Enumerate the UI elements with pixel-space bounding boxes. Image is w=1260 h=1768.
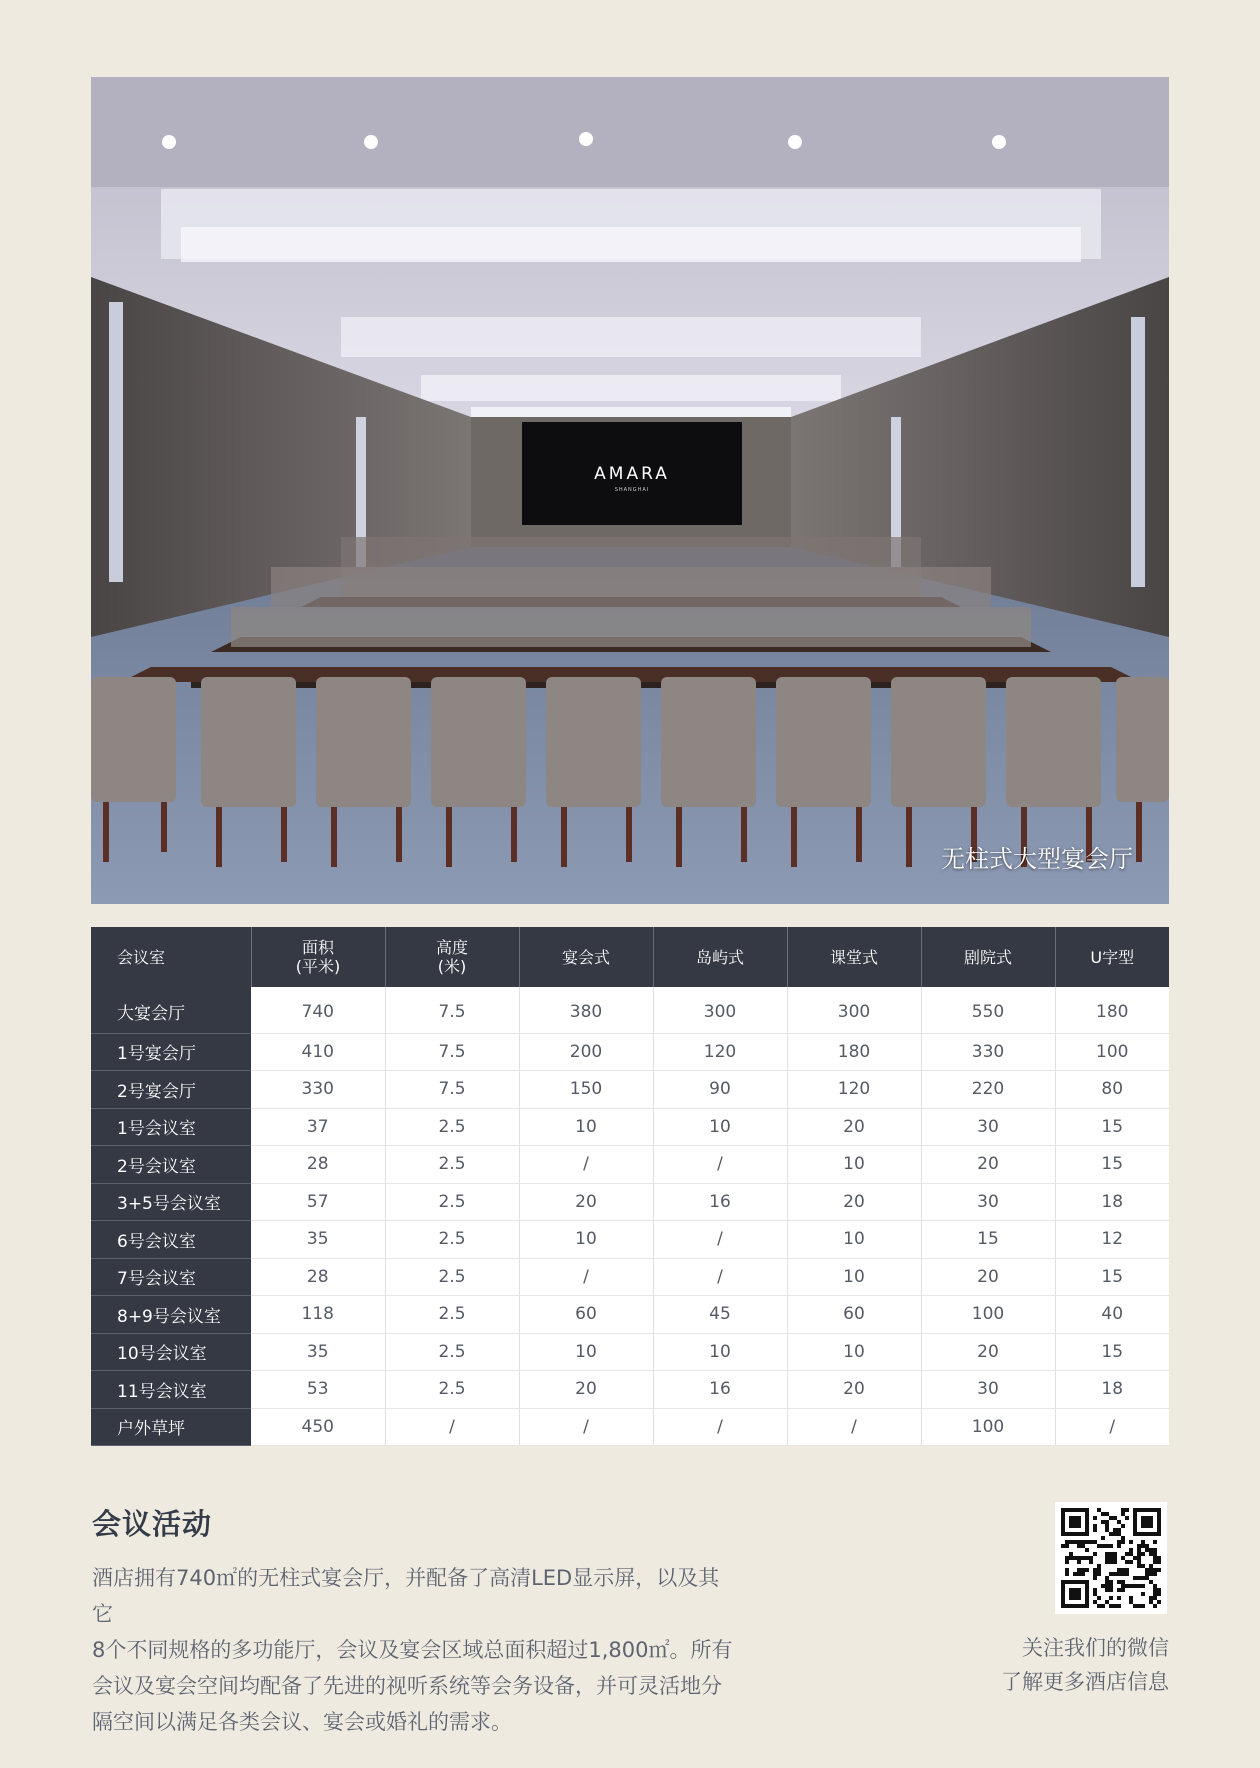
cell-banquet: 150 — [519, 1071, 653, 1109]
cell-height: 2.5 — [385, 1183, 519, 1221]
cell-u-shape: / — [1055, 1408, 1169, 1446]
cell-room: 6号会议室 — [91, 1221, 251, 1259]
cell-room: 10号会议室 — [91, 1333, 251, 1371]
column-header-island: 岛屿式 — [653, 927, 787, 987]
column-header-room: 会议室 — [91, 927, 251, 987]
cell-u-shape: 18 — [1055, 1371, 1169, 1409]
cell-area: 740 — [251, 987, 385, 1033]
cell-u-shape: 80 — [1055, 1071, 1169, 1109]
cell-island: 10 — [653, 1333, 787, 1371]
table-row — [91, 1258, 1169, 1296]
qr-code-icon — [1061, 1508, 1161, 1608]
section-paragraph — [92, 1560, 738, 1740]
cell-u-shape: 40 — [1055, 1296, 1169, 1334]
column-header-theater: 剧院式 — [921, 927, 1055, 987]
column-header-height: 高度 (米) — [385, 927, 519, 987]
cell-u-shape: 12 — [1055, 1221, 1169, 1259]
cell-theater: 100 — [921, 1408, 1055, 1446]
cell-classroom: 10 — [787, 1221, 921, 1259]
table-row — [91, 1033, 1169, 1071]
cell-room: 2号宴会厅 — [91, 1071, 251, 1109]
cell-room: 2号会议室 — [91, 1146, 251, 1184]
ballroom-photo — [91, 77, 1169, 904]
cell-room: 户外草坪 — [91, 1408, 251, 1446]
table-row — [91, 1296, 1169, 1334]
cell-room: 8+9号会议室 — [91, 1296, 251, 1334]
cell-banquet: 200 — [519, 1033, 653, 1071]
cell-height: 2.5 — [385, 1296, 519, 1334]
cell-banquet: 60 — [519, 1296, 653, 1334]
cell-island: / — [653, 1221, 787, 1259]
qr-caption-line2: 了解更多酒店信息 — [1001, 1670, 1169, 1694]
cell-area: 35 — [251, 1221, 385, 1259]
cell-classroom: / — [787, 1408, 921, 1446]
cell-island: 16 — [653, 1371, 787, 1409]
table-row — [91, 1371, 1169, 1409]
table-row — [91, 1221, 1169, 1259]
table-row — [91, 1108, 1169, 1146]
cell-area: 57 — [251, 1183, 385, 1221]
cell-room: 11号会议室 — [91, 1371, 251, 1409]
cell-room: 3+5号会议室 — [91, 1183, 251, 1221]
column-header-banquet: 宴会式 — [519, 927, 653, 987]
cell-height: 7.5 — [385, 987, 519, 1033]
cell-island: / — [653, 1146, 787, 1184]
table-row — [91, 1408, 1169, 1446]
cell-banquet: 10 — [519, 1221, 653, 1259]
cell-island: / — [653, 1408, 787, 1446]
cell-theater: 30 — [921, 1371, 1055, 1409]
table-row — [91, 1333, 1169, 1371]
cell-area: 35 — [251, 1333, 385, 1371]
cell-room: 1号会议室 — [91, 1108, 251, 1146]
cell-banquet: 20 — [519, 1183, 653, 1221]
cell-theater: 20 — [921, 1333, 1055, 1371]
ballroom-illustration — [91, 77, 1169, 904]
qr-caption-line1: 关注我们的微信 — [1022, 1636, 1169, 1660]
cell-island: 45 — [653, 1296, 787, 1334]
cell-height: 2.5 — [385, 1371, 519, 1409]
cell-height: 2.5 — [385, 1221, 519, 1259]
cell-classroom: 180 — [787, 1033, 921, 1071]
room-capacity-table — [91, 927, 1169, 1446]
cell-classroom: 10 — [787, 1333, 921, 1371]
wechat-qr-code[interactable] — [1055, 1502, 1167, 1614]
cell-banquet: 20 — [519, 1371, 653, 1409]
cell-area: 118 — [251, 1296, 385, 1334]
cell-theater: 220 — [921, 1071, 1055, 1109]
photo-caption: 无柱式大型宴会厅 — [941, 845, 1133, 873]
cell-classroom: 10 — [787, 1258, 921, 1296]
cell-room: 1号宴会厅 — [91, 1033, 251, 1071]
cell-area: 450 — [251, 1408, 385, 1446]
cell-classroom: 20 — [787, 1371, 921, 1409]
cell-island: 10 — [653, 1108, 787, 1146]
cell-area: 28 — [251, 1258, 385, 1296]
cell-banquet: 380 — [519, 987, 653, 1033]
column-header-u-shape: U字型 — [1055, 927, 1169, 987]
cell-area: 410 — [251, 1033, 385, 1071]
cell-height: / — [385, 1408, 519, 1446]
column-header-area: 面积 (平米) — [251, 927, 385, 987]
cell-height: 7.5 — [385, 1071, 519, 1109]
cell-area: 28 — [251, 1146, 385, 1184]
paragraph-line: 会议及宴会空间均配备了先进的视听系统等会务设备，并可灵活地分 — [92, 1674, 722, 1698]
cell-height: 2.5 — [385, 1333, 519, 1371]
table-row — [91, 1183, 1169, 1221]
cell-u-shape: 15 — [1055, 1146, 1169, 1184]
cell-classroom: 300 — [787, 987, 921, 1033]
cell-u-shape: 18 — [1055, 1183, 1169, 1221]
cell-theater: 20 — [921, 1146, 1055, 1184]
cell-island: 120 — [653, 1033, 787, 1071]
cell-banquet: 10 — [519, 1108, 653, 1146]
cell-area: 37 — [251, 1108, 385, 1146]
cell-banquet: 10 — [519, 1333, 653, 1371]
cell-island: / — [653, 1258, 787, 1296]
cell-island: 90 — [653, 1071, 787, 1109]
cell-u-shape: 15 — [1055, 1108, 1169, 1146]
cell-classroom: 60 — [787, 1296, 921, 1334]
cell-theater: 550 — [921, 987, 1055, 1033]
paragraph-line: 隔空间以满足各类会议、宴会或婚礼的需求。 — [92, 1710, 512, 1734]
paragraph-line: 酒店拥有740㎡的无柱式宴会厅，并配备了高清LED显示屏，以及其它 — [92, 1566, 720, 1626]
cell-theater: 15 — [921, 1221, 1055, 1259]
table-row — [91, 1146, 1169, 1184]
cell-classroom: 20 — [787, 1108, 921, 1146]
paragraph-line: 8个不同规格的多功能厅，会议及宴会区域总面积超过1,800㎡。所有 — [92, 1638, 733, 1662]
cell-height: 2.5 — [385, 1146, 519, 1184]
cell-classroom: 120 — [787, 1071, 921, 1109]
cell-u-shape: 180 — [1055, 987, 1169, 1033]
cell-classroom: 10 — [787, 1146, 921, 1184]
cell-u-shape: 15 — [1055, 1333, 1169, 1371]
cell-island: 300 — [653, 987, 787, 1033]
table-row — [91, 987, 1169, 1033]
cell-theater: 330 — [921, 1033, 1055, 1071]
cell-theater: 30 — [921, 1183, 1055, 1221]
cell-u-shape: 15 — [1055, 1258, 1169, 1296]
cell-banquet: / — [519, 1258, 653, 1296]
cell-height: 7.5 — [385, 1033, 519, 1071]
cell-theater: 20 — [921, 1258, 1055, 1296]
cell-theater: 30 — [921, 1108, 1055, 1146]
cell-classroom: 20 — [787, 1183, 921, 1221]
column-header-classroom: 课堂式 — [787, 927, 921, 987]
table-row — [91, 1071, 1169, 1109]
cell-room: 7号会议室 — [91, 1258, 251, 1296]
cell-banquet: / — [519, 1408, 653, 1446]
screen-logo: AMARA — [594, 464, 670, 484]
cell-area: 330 — [251, 1071, 385, 1109]
section-title: 会议活动 — [92, 1507, 213, 1541]
screen-logo-sub: SHANGHAI — [614, 487, 650, 493]
cell-height: 2.5 — [385, 1258, 519, 1296]
cell-room: 大宴会厅 — [91, 987, 251, 1033]
cell-banquet: / — [519, 1146, 653, 1184]
cell-u-shape: 100 — [1055, 1033, 1169, 1071]
cell-area: 53 — [251, 1371, 385, 1409]
cell-height: 2.5 — [385, 1108, 519, 1146]
cell-theater: 100 — [921, 1296, 1055, 1334]
cell-island: 16 — [653, 1183, 787, 1221]
table-header-row — [91, 927, 1169, 987]
